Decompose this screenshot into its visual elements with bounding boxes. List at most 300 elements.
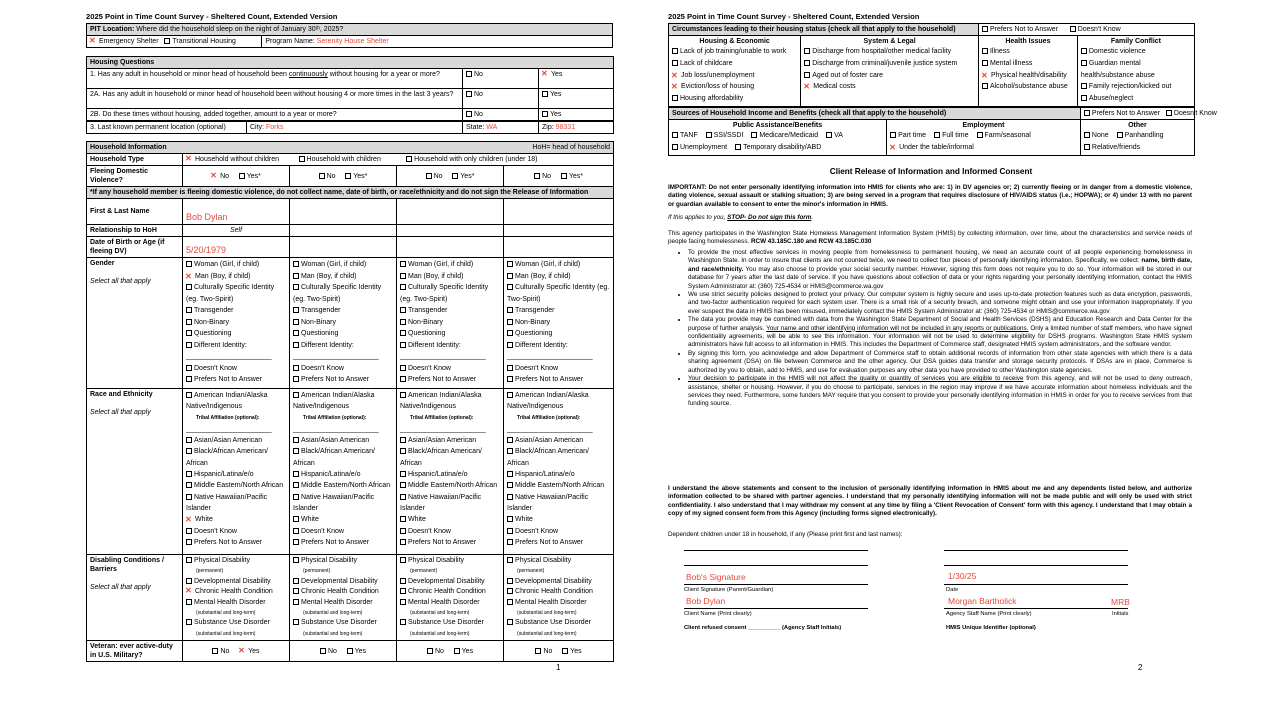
checkbox-icon[interactable]: [347, 648, 353, 654]
understand-statement: I understand the above statements and consent to the inclusion of personally identifying information in HMIS about me and any dependents listed below, and authorize information collected to be shared with partner agencies. I understand that my personally identifying information will not be made public and will only be used with strict confidentiality. I also understand that I may withdraw my consent at any time by filing a 'Client Revocation of Consent' form with this agency. I understand that I may obtain a copy of my signed consent form from this Agency (including forms signed electronically).: [668, 485, 1192, 518]
option-item[interactable]: Mental illness: [982, 58, 1074, 70]
checkbox-icon[interactable]: [293, 619, 299, 625]
state-value[interactable]: WA: [486, 124, 498, 131]
option-item[interactable]: Questioning: [400, 328, 500, 340]
checkbox-icon[interactable]: [293, 448, 299, 454]
checkbox-icon[interactable]: [672, 48, 678, 54]
checked-icon[interactable]: [804, 83, 811, 89]
option-item[interactable]: Black/African American/ African: [186, 448, 268, 467]
checkbox-icon[interactable]: [1081, 48, 1087, 54]
option-item[interactable]: Farm/seasonal: [977, 132, 1031, 139]
relationship-value[interactable]: Self: [183, 225, 290, 237]
staff-initials[interactable]: MRB: [1111, 597, 1130, 607]
checkbox-icon[interactable]: [400, 365, 406, 371]
checkbox-icon[interactable]: [400, 273, 406, 279]
option-item[interactable]: Physical Disability: [507, 556, 610, 566]
checkbox-icon[interactable]: [293, 392, 299, 398]
checkbox-icon[interactable]: [186, 376, 192, 382]
checkbox-icon[interactable]: [427, 648, 433, 654]
housing-questions-block: Housing Questions 1. Has any adult in household or minor head of household been continuously without housing for a year or more? No ✕ Yes 2A. Has any adult in household or minor head of household been without housing 4 or more times in the last 3 years? No Yes 2B. Do these times without housing, added together, amount to a year or more? No Yes 3. Last known permanent location (optional) City: Forks State: WA Zip: 98331: [86, 56, 613, 134]
staff-name[interactable]: Morgan Bartholick: [948, 596, 1017, 606]
option-item[interactable]: Doesn't Know: [400, 363, 500, 375]
checkbox-icon[interactable]: [1166, 110, 1172, 116]
checkbox-icon[interactable]: [186, 392, 192, 398]
option-item[interactable]: Substance Use Disorder: [507, 618, 610, 628]
option-item[interactable]: Part time: [890, 132, 926, 139]
checkbox-icon[interactable]: [982, 83, 988, 89]
option-item[interactable]: Prefers Not to Answer: [186, 374, 286, 386]
option-item[interactable]: American Indian/Alaska Native/Indigenous: [186, 392, 268, 411]
option-item[interactable]: Questioning: [293, 328, 393, 340]
option-item[interactable]: Woman (Girl, if child): [186, 259, 286, 271]
option-item[interactable]: Hispanic/Latina/e/o: [507, 469, 610, 480]
checkbox-icon[interactable]: [890, 132, 896, 138]
checkbox-icon[interactable]: [706, 132, 712, 138]
checkbox-icon[interactable]: [293, 330, 299, 336]
option-item[interactable]: Black/African American/ African: [400, 448, 482, 467]
checkbox-icon[interactable]: [400, 557, 406, 563]
option-item[interactable]: Hispanic/Latina/e/o: [293, 469, 393, 480]
checkbox-icon[interactable]: [507, 619, 513, 625]
checkbox-icon[interactable]: [507, 437, 513, 443]
checkbox-icon[interactable]: [400, 330, 406, 336]
option-item[interactable]: American Indian/Alaska Native/Indigenous: [293, 392, 375, 411]
checkbox-icon[interactable]: [186, 448, 192, 454]
option-item[interactable]: Substance Use Disorder: [293, 618, 393, 628]
option-item[interactable]: Substance Use Disorder: [400, 618, 500, 628]
checkbox-icon[interactable]: [982, 60, 988, 66]
date-value[interactable]: 1/30/25: [948, 571, 977, 581]
release-title: Client Release of Information and Informed Consent: [829, 167, 1033, 176]
option-item[interactable]: Middle Eastern/North African: [186, 480, 286, 491]
checkbox-icon[interactable]: [293, 578, 299, 584]
checkbox-icon[interactable]: [293, 307, 299, 313]
option-item[interactable]: Hispanic/Latina/e/o: [186, 469, 286, 480]
option-item[interactable]: SSI/SSDI: [706, 132, 744, 139]
option-item[interactable]: Different Identity:: [186, 340, 286, 352]
checked-icon[interactable]: [211, 173, 218, 179]
checkbox-icon[interactable]: [535, 648, 541, 654]
option-item[interactable]: ✕Medical costs: [804, 81, 975, 93]
checkbox-icon[interactable]: [293, 342, 299, 348]
option-item[interactable]: Mental Health Disorder: [186, 598, 286, 608]
option-item[interactable]: American Indian/Alaska Native/Indigenous: [400, 392, 482, 411]
option-item[interactable]: White: [507, 514, 610, 525]
checked-icon[interactable]: [186, 516, 193, 522]
checkbox-icon[interactable]: [507, 516, 513, 522]
page-title: 2025 Point in Time Count Survey - Sheltered Count, Extended Version: [668, 12, 920, 21]
option-item[interactable]: Asian/Asian American: [293, 435, 393, 446]
option-item[interactable]: Developmental Disability: [293, 577, 393, 587]
checkbox-icon[interactable]: [400, 376, 406, 382]
option-item[interactable]: Mental Health Disorder: [507, 598, 610, 608]
checkbox-icon[interactable]: [400, 588, 406, 594]
checkbox-icon[interactable]: [982, 48, 988, 54]
option-item[interactable]: Asian/Asian American: [400, 435, 500, 446]
option-item[interactable]: Mental Health Disorder: [400, 598, 500, 608]
stop-notice: If this applies to you, STOP- Do not sign this form.: [668, 214, 814, 221]
checkbox-icon[interactable]: [804, 72, 810, 78]
option-item[interactable]: Doesn't Know: [186, 363, 286, 375]
option-item[interactable]: Culturally Specific Identity (eg. Two-Spirit): [400, 284, 489, 303]
checkbox-icon[interactable]: [293, 494, 299, 500]
checked-icon[interactable]: [542, 71, 549, 77]
client-name[interactable]: Bob Dylan: [686, 596, 726, 606]
checkbox-icon[interactable]: [507, 557, 513, 563]
option-item[interactable]: Housing affordability: [672, 93, 797, 105]
option-item[interactable]: Doesn't Know: [400, 526, 500, 537]
checkbox-icon[interactable]: [186, 471, 192, 477]
checkbox-icon[interactable]: [672, 132, 678, 138]
option-item[interactable]: Domestic violence: [1081, 46, 1191, 58]
checkbox-icon[interactable]: [345, 173, 351, 179]
option-item[interactable]: VA: [826, 132, 843, 139]
option-item[interactable]: Full time: [934, 132, 968, 139]
checkbox-icon[interactable]: [293, 516, 299, 522]
option-item[interactable]: ✕Chronic Health Condition: [186, 587, 286, 597]
option-item[interactable]: Unemployment: [672, 144, 727, 151]
option-item[interactable]: Discharge from criminal/juvenile justice system: [804, 58, 975, 70]
checked-icon[interactable]: [890, 144, 897, 150]
option-item[interactable]: Woman (Girl, if child): [400, 259, 500, 271]
option-item[interactable]: Middle Eastern/North African: [293, 480, 393, 491]
consent-bullets: • To provide the most effective services in moving people from homelessness to permanent housing, we need an accurate count of all people experiencing homelessness in Washington State. In order to insure that clients are not counted twice, we need to collect four pieces of personally identifying information. Specifically, we collect: name, birth date, and race/ethnicity. You may also choose to provide your social security number. However, signing this form does not require you to do so. Your information will be stored in our database for 7 years after the last date of service. If you have questions about collection of data or your rights regarding your personally identifying information, contact the HMIS System Administrator at: (360) 725-4534 or HMIS@commerce.wa.gov • We use strict security policies designed to protect your privacy. Our computer system is highly secure and uses up-to-date protection features such as data encryption, passwords, and two-factor authentication required for each system user. There is a small risk of a security breach, and someone might obtain and use your information inappropriately. If you ever suspect the data in HMIS has been misused, immediately contact the HMIS System Administrator at: (360) 725-4534 or HMIS@commerce.wa.gov • The data you provide may be combined with data from the Washington State Department of Social and Health Services (DSHS) and Education Research and Data Center for the purpose of further analysis. Your name and other identifying information will not be included in any reports or publications. Only a limited number of staff members, who have signed confidentiality agreements, will be able to see this information. Your information will not be used to determine eligibility for DSHS programs. Washington State HMIS system administrators have full access to all information in HMIS. This includes the Department of Commerce staff, designated HMIS system administrators, and the software vendor. • By signing this form, you acknowledge and allow Department of Commerce staff to obtain additional records of information from other state agencies with which there is a data sharing agreement (DSA) on file between Commerce and the other agency. Our DSA guides data transfer and storage security protocols. If DSAs are in place, Commerce is authorized by you to obtain, add to HMIS, and use for evaluation purposes any other data you have provided to other Washington state agencies. • Your decision to participate in the HMIS will not affect the quality or quantity of services you are eligible to receive from this agency, and will not be used to deny outreach, assistance, shelter or housing. However, if you do choose to participate, services in the region may improve if we have accurate information about homeless individuals and the services they need. Furthermore, some funders MAY require that you consent to provide your personally identifying information in HMIS in order for you to receive services from that funding source.: [668, 249, 1192, 409]
checkbox-icon[interactable]: [186, 330, 192, 336]
checkbox-icon[interactable]: [400, 539, 406, 545]
checkbox-icon[interactable]: [212, 648, 218, 654]
client-signature[interactable]: Bob's Signature: [686, 572, 746, 582]
checkbox-icon[interactable]: [977, 132, 983, 138]
checkbox-icon[interactable]: [507, 365, 513, 371]
option-item[interactable]: Non-Binary: [400, 317, 500, 329]
option-item[interactable]: Culturally Specific Identity (eg. Two-Spirit): [507, 284, 610, 303]
option-item[interactable]: Doesn't Know: [507, 526, 610, 537]
option-item[interactable]: Black/African American/ African: [507, 448, 589, 467]
option-item[interactable]: ✕Physical health/disability: [982, 70, 1074, 82]
checkbox-icon[interactable]: [466, 91, 472, 97]
option-item[interactable]: ✕Eviction/loss of housing: [672, 81, 797, 93]
checkbox-icon[interactable]: [507, 376, 513, 382]
checked-icon[interactable]: [186, 156, 193, 162]
checkbox-icon[interactable]: [293, 365, 299, 371]
checkbox-icon[interactable]: [400, 528, 406, 534]
option-item[interactable]: Doesn't Know: [293, 363, 393, 375]
checkbox-icon[interactable]: [982, 26, 988, 32]
option-item[interactable]: Prefers Not to Answer: [400, 374, 500, 386]
option-item[interactable]: Developmental Disability: [507, 577, 610, 587]
checkbox-icon[interactable]: [293, 471, 299, 477]
option-item[interactable]: Questioning: [507, 328, 610, 340]
option-item[interactable]: Prefers Not to Answer: [293, 374, 393, 386]
option-item[interactable]: Chronic Health Condition: [507, 587, 610, 597]
option-item[interactable]: Alcohol/substance abuse: [982, 81, 1074, 93]
checkbox-icon[interactable]: [400, 284, 406, 290]
option-item[interactable]: Doesn't Know: [293, 526, 393, 537]
checkbox-icon[interactable]: [452, 173, 458, 179]
checkbox-icon[interactable]: [1081, 83, 1087, 89]
option-item[interactable]: None: [1084, 132, 1109, 139]
checkbox-icon[interactable]: [507, 599, 513, 605]
important-notice: IMPORTANT: Do not enter personally identifying information into HMIS for clients who are: 1) in DV agencies or; 2) currently fleeing or in danger from a domestic violence, dating violence, sexual assault or stalking situation; 3) are being served in a program that requires disclosure of HIV/AIDS status (i.e.; HOPWA); or 4) under 13 with no parent or guardian available to consent to enter the minor's information in HMIS.: [668, 184, 1192, 208]
pit-location-block: PIT Location: Where did the household sleep on the night of January 30ᵗʰ, 2025? ✕Emergency Shelter Transitional Housing Program Name: Serenity House Shelter: [86, 23, 613, 48]
checkbox-icon[interactable]: [1117, 132, 1123, 138]
dob-value[interactable]: 5/20/1979: [186, 245, 227, 255]
checkbox-icon[interactable]: [186, 319, 192, 325]
option-item[interactable]: Different Identity:: [293, 340, 393, 352]
option-item[interactable]: Culturally Specific Identity (eg. Two-Spirit): [186, 284, 275, 303]
checkbox-icon[interactable]: [293, 319, 299, 325]
checkbox-icon[interactable]: [186, 261, 192, 267]
checkbox-icon[interactable]: [293, 482, 299, 488]
option-item[interactable]: Native Hawaiian/Pacific Islander: [507, 493, 589, 512]
checkbox-icon[interactable]: [293, 557, 299, 563]
option-item[interactable]: Developmental Disability: [400, 577, 500, 587]
checkbox-icon[interactable]: [507, 482, 513, 488]
checkbox-icon[interactable]: [293, 588, 299, 594]
checked-icon[interactable]: [186, 588, 193, 594]
checkbox-icon[interactable]: [507, 578, 513, 584]
option-item[interactable]: ✕Man (Boy, if child): [186, 271, 286, 283]
page-1: [86, 0, 614, 720]
option-item[interactable]: Physical Disability: [293, 556, 393, 566]
checkbox-icon[interactable]: [186, 307, 192, 313]
option-item[interactable]: Middle Eastern/North African: [507, 480, 610, 491]
option-item[interactable]: White: [400, 514, 500, 525]
checkbox-icon[interactable]: [672, 95, 678, 101]
checkbox-icon[interactable]: [186, 482, 192, 488]
checkbox-icon[interactable]: [186, 437, 192, 443]
checkbox-icon[interactable]: [735, 144, 741, 150]
checkbox-icon[interactable]: [804, 48, 810, 54]
option-item[interactable]: Relative/friends: [1084, 144, 1140, 151]
option-item[interactable]: Lack of childcare: [672, 58, 797, 70]
option-item[interactable]: Different Identity:: [400, 340, 500, 352]
checkbox-icon[interactable]: [1081, 95, 1087, 101]
checkbox-icon[interactable]: [293, 284, 299, 290]
checkbox-icon[interactable]: [186, 365, 192, 371]
checkbox-icon[interactable]: [426, 173, 432, 179]
checkbox-icon[interactable]: [186, 578, 192, 584]
checkbox-icon[interactable]: [507, 330, 513, 336]
option-item[interactable]: Doesn't Know: [186, 526, 286, 537]
option-item[interactable]: Woman (Girl, if child): [507, 259, 610, 271]
question-3: 3. Last known permanent location (optional): [87, 122, 247, 134]
option-item[interactable]: Doesn't Know: [507, 363, 610, 375]
checkbox-icon[interactable]: [293, 437, 299, 443]
checkbox-icon[interactable]: [299, 156, 305, 162]
checkbox-icon[interactable]: [507, 539, 513, 545]
checkbox-icon[interactable]: [400, 599, 406, 605]
checkbox-icon[interactable]: [400, 578, 406, 584]
option-item[interactable]: Discharge from hospital/other medical facility: [804, 46, 975, 58]
option-item[interactable]: Abuse/neglect: [1081, 93, 1191, 105]
checkbox-icon[interactable]: [934, 132, 940, 138]
option-item[interactable]: American Indian/Alaska Native/Indigenous: [507, 392, 589, 411]
checkbox-icon[interactable]: [507, 307, 513, 313]
option-item[interactable]: Native Hawaiian/Pacific Islander: [400, 493, 482, 512]
checkbox-icon[interactable]: [542, 111, 548, 117]
checkbox-icon[interactable]: [186, 599, 192, 605]
checked-icon[interactable]: [672, 72, 679, 78]
checkbox-icon[interactable]: [186, 619, 192, 625]
option-item[interactable]: Transgender: [507, 305, 610, 317]
option-item[interactable]: ✕White: [186, 514, 286, 525]
option-item[interactable]: Culturally Specific Identity (eg. Two-Spirit): [293, 284, 382, 303]
name-value[interactable]: Bob Dylan: [186, 212, 228, 222]
emergency-shelter-option[interactable]: ✕Emergency Shelter Transitional Housing: [87, 36, 262, 48]
checkbox-icon[interactable]: [400, 482, 406, 488]
option-item[interactable]: Woman (Girl, if child): [293, 259, 393, 271]
option-item[interactable]: Man (Boy, if child): [400, 271, 500, 283]
checkbox-icon[interactable]: [400, 448, 406, 454]
checkbox-icon[interactable]: [1084, 132, 1090, 138]
checkbox-icon[interactable]: [1081, 60, 1087, 66]
checkbox-icon[interactable]: [400, 392, 406, 398]
option-item[interactable]: Prefers Not to Answer: [186, 537, 286, 548]
checkbox-icon[interactable]: [507, 494, 513, 500]
checkbox-icon[interactable]: [826, 132, 832, 138]
checkbox-icon[interactable]: [507, 284, 513, 290]
option-item[interactable]: Illness: [982, 46, 1074, 58]
option-item[interactable]: TANF: [672, 132, 698, 139]
checked-icon[interactable]: [186, 273, 193, 279]
option-item[interactable]: Temporary disability/ABD: [735, 144, 821, 151]
option-item[interactable]: Questioning: [186, 328, 286, 340]
checkbox-icon[interactable]: [319, 173, 325, 179]
checked-icon: [90, 38, 97, 44]
checkbox-icon[interactable]: [466, 71, 472, 77]
checkbox-icon[interactable]: [1084, 144, 1090, 150]
program-name-value[interactable]: Serenity House Shelter: [316, 38, 389, 45]
dependents-label: Dependent children under 18 in household, if any (Please print first and last names):: [668, 531, 903, 538]
zip-value[interactable]: 98331: [555, 124, 576, 131]
checkbox-icon[interactable]: [507, 392, 513, 398]
option-item[interactable]: Prefers Not to Answer: [400, 537, 500, 548]
checkbox-icon[interactable]: [186, 539, 192, 545]
option-item[interactable]: Medicare/Medicaid: [751, 132, 818, 139]
option-item[interactable]: Physical Disability: [186, 556, 286, 566]
checkbox-icon[interactable]: [400, 471, 406, 477]
option-item[interactable]: Man (Boy, if child): [293, 271, 393, 283]
checked-icon[interactable]: [672, 83, 679, 89]
checked-icon[interactable]: [239, 648, 246, 654]
checkbox-icon[interactable]: [400, 307, 406, 313]
checkbox-icon[interactable]: [562, 648, 568, 654]
city-value[interactable]: Forks: [265, 124, 284, 131]
checkbox-icon[interactable]: [400, 437, 406, 443]
checkbox-icon[interactable]: [293, 261, 299, 267]
checkbox-icon[interactable]: [320, 648, 326, 654]
option-item[interactable]: Developmental Disability: [186, 577, 286, 587]
checkbox-icon[interactable]: [293, 539, 299, 545]
option-item[interactable]: Mental Health Disorder: [293, 598, 393, 608]
option-item[interactable]: Transgender: [293, 305, 393, 317]
option-item[interactable]: Lack of job training/unable to work: [672, 46, 797, 58]
option-item[interactable]: White: [293, 514, 393, 525]
checkbox-icon[interactable]: [804, 60, 810, 66]
option-item[interactable]: Different Identity:: [507, 340, 610, 352]
option-item[interactable]: Aged out of foster care: [804, 70, 975, 82]
circumstances-table: Circumstances leading to their housing status (check all that apply to the household) Prefers Not to Answer Doesn't Know Housing & Economic Lack of job training/unable to work Lack of childcare ✕Job loss/unemployment ✕Eviction/loss of housing Housing affordability System & Legal Discharge from hospital/other medical facility Discharge from criminal/juvenile justice system Aged out of foster care ✕Medical costs Health Issues Illness Mental illness ✕Physical health/disability Alcohol/substance abuse Family Conflict Domestic violence Guardian mental health/substance abuse Family rejection/kicked out Abuse/neglect Sources of Household Income and Benefits (check all that apply to the household) Prefers Not to Answer Doesn't Know Public Assistance/Benefits TANF SSI/SSDI Medicare/Medicaid VA Unemployment Temporary disability/ABD Employment Part time Full time Farm/seasonal ✕Under the table/informal Other None Panhandling Relative/friends: [668, 23, 1195, 156]
checkbox-icon[interactable]: [1070, 26, 1076, 32]
checkbox-icon[interactable]: [186, 284, 192, 290]
option-item[interactable]: Hispanic/Latina/e/o: [400, 469, 500, 480]
option-item[interactable]: Chronic Health Condition: [293, 587, 393, 597]
checkbox-icon[interactable]: [507, 273, 513, 279]
option-item[interactable]: Guardian mental health/substance abuse: [1080, 59, 1155, 79]
option-item[interactable]: Prefers Not to Answer: [293, 537, 393, 548]
option-item[interactable]: Black/African American/ African: [293, 448, 375, 467]
checkbox-icon[interactable]: [164, 38, 170, 44]
checkbox-icon[interactable]: [400, 494, 406, 500]
checkbox-icon[interactable]: [561, 173, 567, 179]
checkbox-icon[interactable]: [507, 448, 513, 454]
option-item[interactable]: ✕Job loss/unemployment: [672, 70, 797, 82]
option-item[interactable]: Non-Binary: [186, 317, 286, 329]
checkbox-icon[interactable]: [466, 111, 472, 117]
option-item[interactable]: Family rejection/kicked out: [1081, 81, 1191, 93]
checked-icon[interactable]: [982, 72, 989, 78]
checkbox-icon[interactable]: [400, 619, 406, 625]
option-item[interactable]: ✕Under the table/informal: [890, 144, 974, 151]
option-item[interactable]: Chronic Health Condition: [400, 587, 500, 597]
checkbox-icon[interactable]: [293, 273, 299, 279]
option-item[interactable]: Man (Boy, if child): [507, 271, 610, 283]
option-item[interactable]: Asian/Asian American: [507, 435, 610, 446]
checkbox-icon[interactable]: [1084, 110, 1090, 116]
checkbox-icon[interactable]: [672, 60, 678, 66]
option-item[interactable]: Physical Disability: [400, 556, 500, 566]
checkbox-icon[interactable]: [507, 261, 513, 267]
checkbox-icon[interactable]: [507, 471, 513, 477]
option-item[interactable]: Non-Binary: [507, 317, 610, 329]
option-item[interactable]: Native Hawaiian/Pacific Islander: [293, 493, 375, 512]
checkbox-icon[interactable]: [186, 528, 192, 534]
option-item[interactable]: Asian/Asian American: [186, 435, 286, 446]
checkbox-icon[interactable]: [400, 319, 406, 325]
checkbox-icon[interactable]: [400, 342, 406, 348]
checkbox-icon[interactable]: [507, 528, 513, 534]
option-item[interactable]: Transgender: [400, 305, 500, 317]
checkbox-icon[interactable]: [454, 648, 460, 654]
option-item[interactable]: Middle Eastern/North African: [400, 480, 500, 491]
option-item[interactable]: Substance Use Disorder: [186, 618, 286, 628]
checkbox-icon[interactable]: [400, 516, 406, 522]
checkbox-icon[interactable]: [406, 156, 412, 162]
checkbox-icon[interactable]: [542, 91, 548, 97]
option-item[interactable]: Non-Binary: [293, 317, 393, 329]
checkbox-icon[interactable]: [534, 173, 540, 179]
option-item[interactable]: Prefers Not to Answer: [507, 537, 610, 548]
checkbox-icon[interactable]: [293, 528, 299, 534]
option-item[interactable]: Panhandling: [1117, 132, 1164, 139]
checkbox-icon[interactable]: [507, 342, 513, 348]
checkbox-icon[interactable]: [507, 319, 513, 325]
checkbox-icon[interactable]: [186, 494, 192, 500]
checkbox-icon[interactable]: [672, 144, 678, 150]
option-item[interactable]: Prefers Not to Answer: [507, 374, 610, 386]
checkbox-icon[interactable]: [186, 342, 192, 348]
checkbox-icon[interactable]: [751, 132, 757, 138]
option-item[interactable]: Native Hawaiian/Pacific Islander: [186, 493, 268, 512]
checkbox-icon[interactable]: [186, 557, 192, 563]
checkbox-icon[interactable]: [293, 376, 299, 382]
checkbox-icon[interactable]: [507, 588, 513, 594]
checkbox-icon[interactable]: [293, 599, 299, 605]
option-item[interactable]: Transgender: [186, 305, 286, 317]
checkbox-icon[interactable]: [400, 261, 406, 267]
checkbox-icon[interactable]: [239, 173, 245, 179]
